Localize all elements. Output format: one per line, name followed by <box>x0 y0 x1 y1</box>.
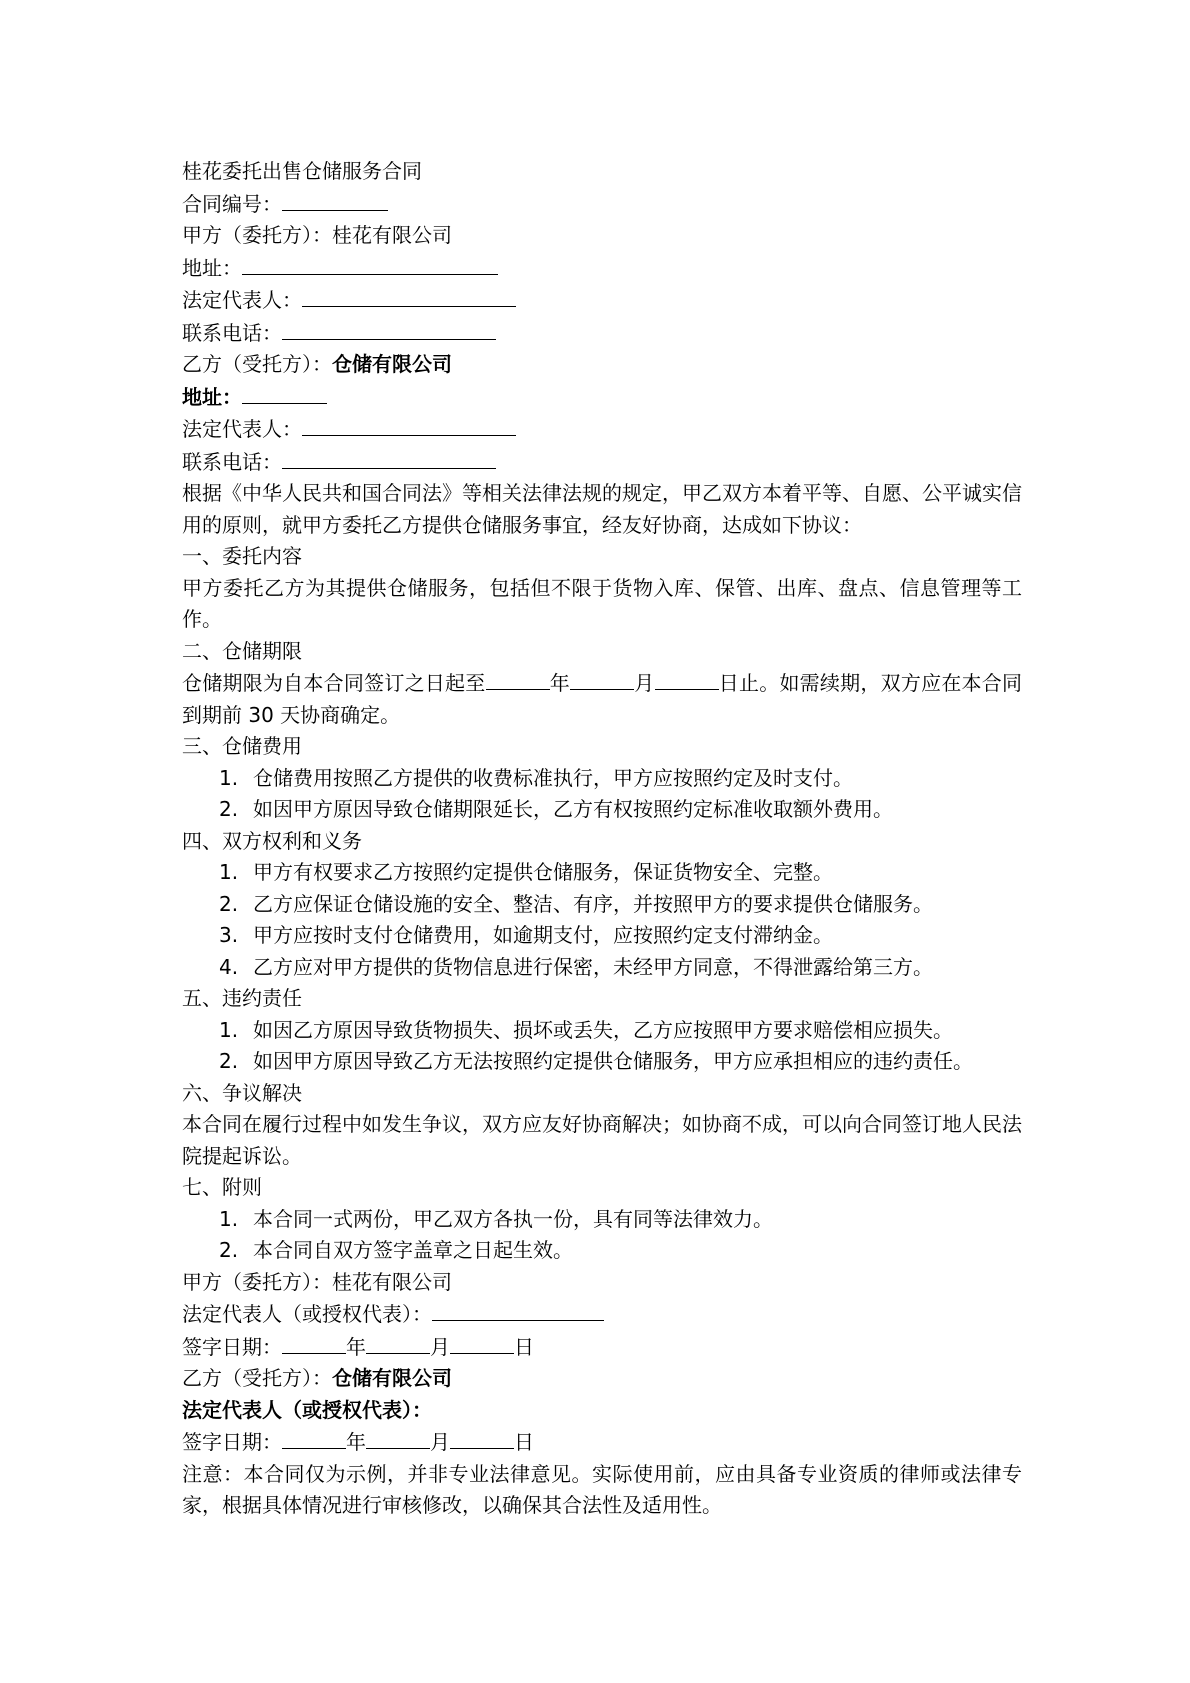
party-a-phone-label: 联系电话： <box>182 320 282 345</box>
sign-party-b-date-row <box>182 1426 1022 1459</box>
sign-party-a-date-row <box>182 1331 1022 1364</box>
sign-party-b-rep-row <box>182 1395 1022 1427</box>
sign-party-b-row <box>182 1363 1022 1395</box>
party-b-phone-blank <box>282 446 496 469</box>
list-item-text: 如因甲方原因导致乙方无法按照约定提供仓储服务，甲方应承担相应的违约责任。 <box>253 1049 973 1073</box>
party-a-rep-label: 法定代表人： <box>182 288 302 312</box>
sign-date-label: 签字日期： <box>182 1334 282 1359</box>
section-3-heading: 三、仓储费用 <box>182 734 302 758</box>
section-5-heading: 五、违约责任 <box>182 986 302 1010</box>
list-item-number: 1. <box>219 765 239 790</box>
party-a-phone-row <box>182 317 1022 350</box>
contract-number-row <box>182 188 1022 221</box>
sign-party-b-name: 仓储有限公司 <box>332 1366 452 1390</box>
term-month-blank <box>570 667 634 690</box>
list-item-text: 乙方应保证仓储设施的安全、整洁、有序，并按照甲方的要求提供仓储服务。 <box>253 891 933 916</box>
list-item-number: 4. <box>219 954 239 979</box>
list-item <box>182 794 1022 826</box>
list-item <box>182 920 1022 952</box>
sign-party-a-rep-row <box>182 1298 1022 1331</box>
list-item-number: 1. <box>219 1206 239 1231</box>
party-b-phone-label: 联系电话： <box>182 449 282 474</box>
section-2-text-a: 仓储期限为自本合同签订之日起至 <box>182 671 486 695</box>
party-b-address-label: 地址： <box>182 384 242 409</box>
list-item <box>182 1046 1022 1078</box>
sign-month-blank <box>366 1426 430 1449</box>
section-4-heading: 四、双方权利和义务 <box>182 828 362 853</box>
sign-party-a-rep-label: 法定代表人（或授权代表）： <box>182 1302 432 1326</box>
sign-party-b-rep-label: 法定代表人（或授权代表）： <box>182 1397 432 1422</box>
term-year-blank <box>486 667 550 690</box>
list-item-number: 2. <box>219 1049 239 1073</box>
sign-party-a-name: 桂花有限公司 <box>332 1269 452 1294</box>
sign-year-label: 年 <box>346 1430 366 1454</box>
sign-day-label: 日 <box>514 1430 534 1454</box>
party-b-label: 乙方（受托方）： <box>182 352 332 376</box>
term-month-label: 月 <box>634 671 655 695</box>
party-b-address-row <box>182 381 1022 414</box>
section-7-heading: 七、附则 <box>182 1175 262 1199</box>
section-6-heading: 六、争议解决 <box>182 1080 302 1105</box>
list-item <box>182 1204 1022 1236</box>
section-2-heading: 二、仓储期限 <box>182 638 302 663</box>
list-item-text: 本合同自双方签字盖章之日起生效。 <box>253 1238 573 1262</box>
sign-year-blank <box>282 1331 346 1354</box>
party-a-address-blank <box>242 252 498 275</box>
sign-party-a-row <box>182 1267 1022 1299</box>
party-a-name: 桂花有限公司 <box>332 223 452 247</box>
contract-title: 桂花委托出售仓储服务合同 <box>182 159 422 183</box>
list-item-text: 本合同一式两份，甲乙双方各执一份，具有同等法律效力。 <box>253 1206 773 1231</box>
sign-date-label: 签字日期： <box>182 1430 282 1454</box>
section-2-text-b: 日止。如需续期，双方应在本合同到期前 30 天协商确定。 <box>182 671 1023 727</box>
party-b-rep-blank <box>302 413 516 436</box>
list-item-text: 仓储费用按照乙方提供的收费标准执行，甲方应按照约定及时支付。 <box>253 765 853 790</box>
sign-day-label: 日 <box>514 1334 534 1359</box>
list-item-number: 2. <box>219 1238 239 1262</box>
party-a-phone-blank <box>282 317 496 340</box>
sign-party-a-rep-blank <box>432 1298 604 1321</box>
sign-party-b-label: 乙方（受托方）： <box>182 1366 332 1390</box>
list-item-number: 1. <box>219 860 239 884</box>
list-item-text: 甲方有权要求乙方按照约定提供仓储服务，保证货物安全、完整。 <box>253 860 833 884</box>
party-b-address-blank <box>242 381 327 404</box>
party-b-row <box>182 349 1022 381</box>
sign-month-blank <box>366 1331 430 1354</box>
party-a-row <box>182 220 1022 252</box>
party-a-address-label: 地址： <box>182 255 242 280</box>
sign-year-blank <box>282 1426 346 1449</box>
party-a-rep-blank <box>302 284 516 307</box>
contract-number-label: 合同编号： <box>182 191 282 216</box>
party-b-phone-row <box>182 446 1022 479</box>
list-item <box>182 952 1022 984</box>
section-6-text: 本合同在履行过程中如发生争议，双方应友好协商解决；如协商不成，可以向合同签订地人民法院提起诉讼。 <box>182 1112 1022 1168</box>
list-item <box>182 889 1022 921</box>
list-item-text: 甲方应按时支付仓储费用，如逾期支付，应按照约定支付滞纳金。 <box>253 923 833 947</box>
section-2-text <box>182 667 1022 731</box>
list-item <box>182 857 1022 889</box>
disclaimer-note: 注意：本合同仅为示例，并非专业法律意见。实际使用前，应由具备专业资质的律师或法律专家，根据具体情况进行审核修改，以确保其合法性及适用性。 <box>182 1461 1022 1517</box>
section-1-heading: 一、委托内容 <box>182 544 302 568</box>
list-item <box>182 1235 1022 1267</box>
sign-month-label: 月 <box>430 1334 450 1359</box>
list-item-number: 2. <box>219 891 239 916</box>
party-a-address-row <box>182 252 1022 285</box>
sign-day-blank <box>450 1426 514 1449</box>
contract-document <box>182 156 1022 1522</box>
contract-number-blank <box>282 188 388 211</box>
term-year-label: 年 <box>549 671 571 695</box>
list-item-text: 如因甲方原因导致仓储期限延长，乙方有权按照约定标准收取额外费用。 <box>253 797 893 821</box>
section-1-text: 甲方委托乙方为其提供仓储服务，包括但不限于货物入库、保管、出库、盘点、信息管理等工作。 <box>182 575 1022 631</box>
list-item-text: 如因乙方原因导致货物损失、损坏或丢失，乙方应按照甲方要求赔偿相应损失。 <box>253 1017 953 1042</box>
sign-month-label: 月 <box>430 1430 450 1454</box>
preamble: 根据《中华人民共和国合同法》等相关法律法规的规定，甲乙双方本着平等、自愿、公平诚实信用的原则，就甲方委托乙方提供仓储服务事宜，经友好协商，达成如下协议： <box>182 481 1022 537</box>
party-a-rep-row <box>182 284 1022 317</box>
sign-day-blank <box>450 1331 514 1354</box>
term-day-blank <box>655 667 719 690</box>
list-item-text: 乙方应对甲方提供的货物信息进行保密，未经甲方同意，不得泄露给第三方。 <box>253 954 933 979</box>
list-item-number: 2. <box>219 797 239 821</box>
sign-party-a-label: 甲方（委托方）： <box>182 1269 332 1294</box>
list-item-number: 1. <box>219 1017 239 1042</box>
sign-year-label: 年 <box>346 1334 366 1359</box>
party-a-label: 甲方（委托方）： <box>182 223 332 247</box>
party-b-name: 仓储有限公司 <box>332 352 452 376</box>
list-item <box>182 1015 1022 1047</box>
list-item-number: 3. <box>219 923 239 947</box>
party-b-rep-row <box>182 413 1022 446</box>
party-b-rep-label: 法定代表人： <box>182 417 302 441</box>
list-item <box>182 763 1022 795</box>
